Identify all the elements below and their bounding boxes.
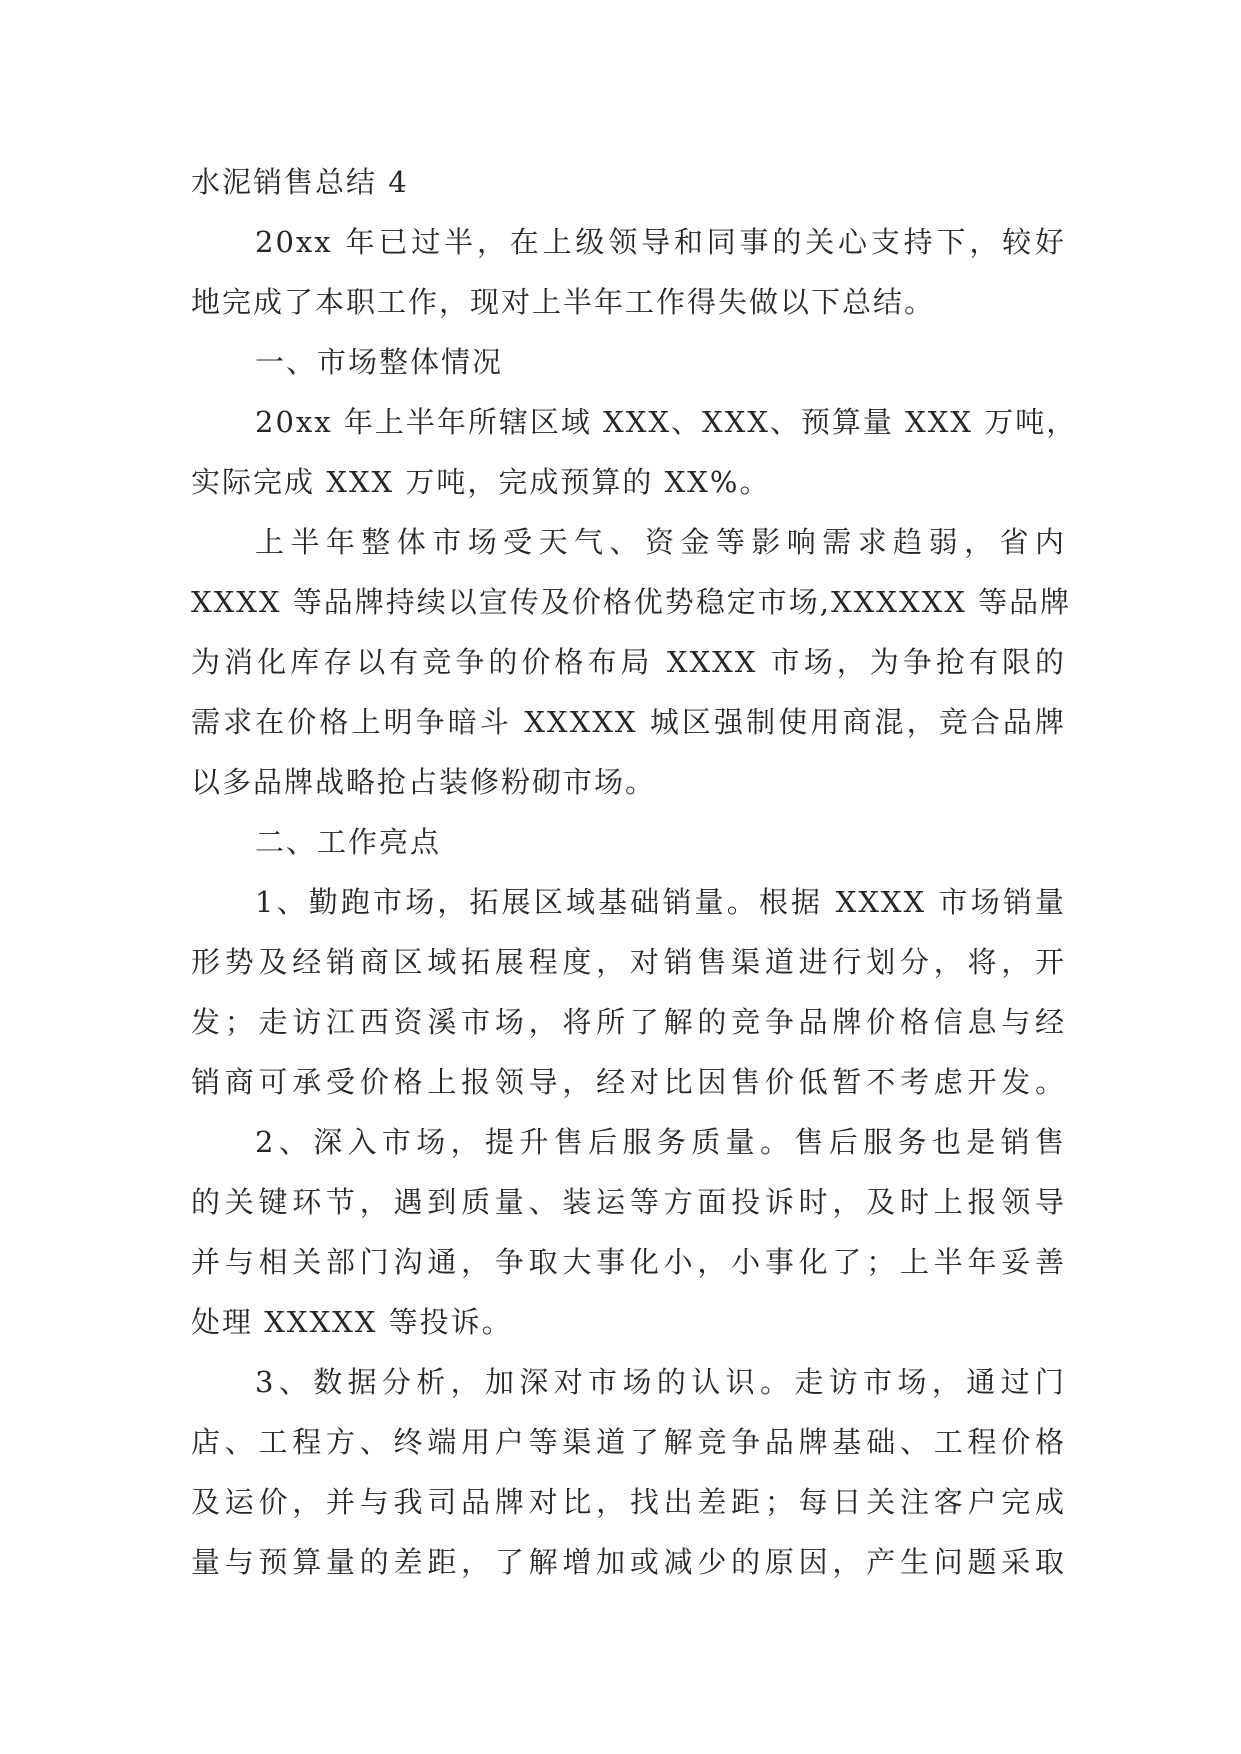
paragraph-line: 20xx 年已过半，在上级领导和同事的关心支持下，较好	[255, 225, 1066, 259]
paragraph-line: 实际完成 XXX 万吨，完成预算的 XX%。	[191, 465, 771, 499]
paragraph-line: XXXX 等品牌持续以宣传及价格优势稳定市场,XXXXXX 等品牌	[191, 585, 1072, 619]
paragraph-line: 20xx 年上半年所辖区域 XXX、XXX、预算量 XXX 万吨，	[255, 405, 1078, 439]
paragraph-line: 并与相关部门沟通，争取大事化小，小事化了；上半年妥善	[191, 1245, 1066, 1279]
paragraph-line: 的关键环节，遇到质量、装运等方面投诉时，及时上报领导	[191, 1185, 1066, 1219]
paragraph-line: 2、深入市场，提升售后服务质量。售后服务也是销售	[255, 1125, 1066, 1159]
paragraph-line: 及运价，并与我司品牌对比，找出差距；每日关注客户完成	[191, 1485, 1066, 1519]
paragraph-line: 销商可承受价格上报领导，经对比因售价低暂不考虑开发。	[191, 1065, 1066, 1099]
paragraph-line: 1、勤跑市场，拓展区域基础销量。根据 XXXX 市场销量	[255, 885, 1066, 919]
paragraph-line: 3、数据分析，加深对市场的认识。走访市场，通过门	[255, 1365, 1066, 1399]
paragraph-line: 形势及经销商区域拓展程度，对销售渠道进行划分，将，开	[191, 945, 1066, 979]
document-body	[191, 152, 1078, 1592]
section-heading: 二、工作亮点	[255, 825, 442, 859]
paragraph-line: 处理 XXXXX 等投诉。	[191, 1305, 513, 1339]
document-title: 水泥销售总结 4	[191, 165, 409, 199]
paragraph-line: 量与预算量的差距，了解增加或减少的原因，产生问题采取	[191, 1545, 1066, 1579]
section-heading: 一、市场整体情况	[255, 345, 504, 379]
paragraph-line: 上半年整体市场受天气、资金等影响需求趋弱，省内	[255, 525, 1066, 559]
paragraph-line: 发；走访江西资溪市场，将所了解的竞争品牌价格信息与经	[191, 1005, 1066, 1039]
paragraph-line: 店、工程方、终端用户等渠道了解竞争品牌基础、工程价格	[191, 1425, 1066, 1459]
paragraph-line: 以多品牌战略抢占装修粉砌市场。	[191, 765, 657, 799]
paragraph-line: 为消化库存以有竞争的价格布局 XXXX 市场，为争抢有限的	[191, 645, 1066, 679]
paragraph-line: 地完成了本职工作，现对上半年工作得失做以下总结。	[191, 285, 936, 319]
paragraph-line: 需求在价格上明争暗斗 XXXXX 城区强制使用商混，竞合品牌	[191, 705, 1066, 739]
